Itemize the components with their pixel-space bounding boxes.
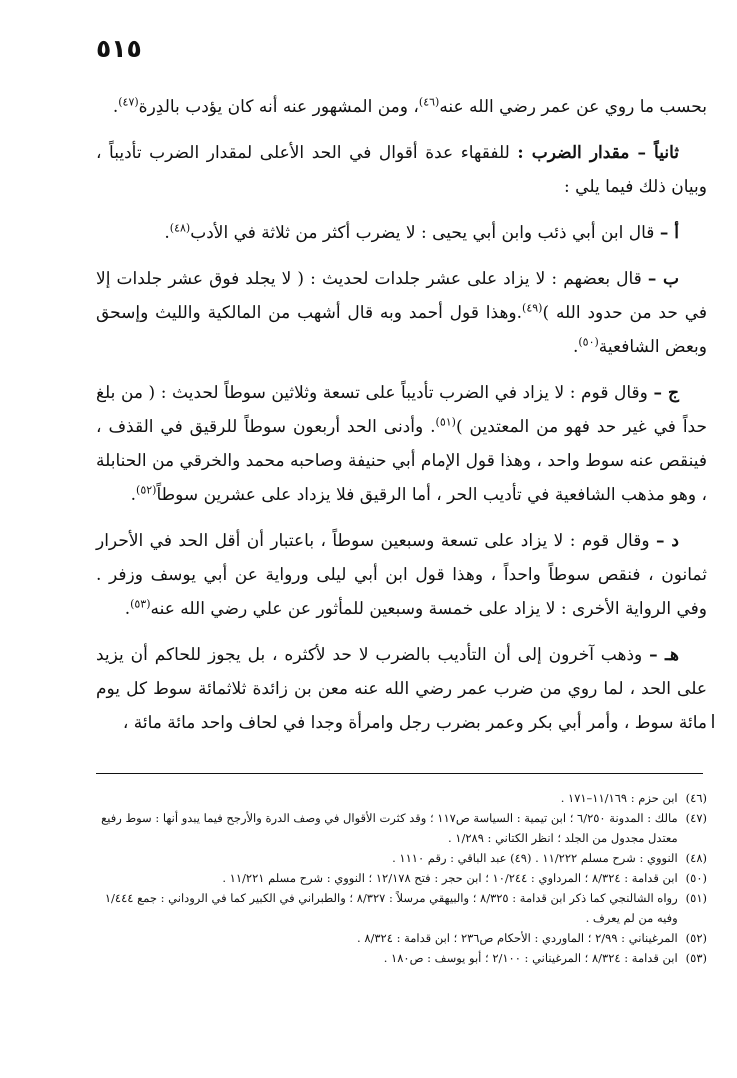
footnote-ref[interactable]: (٤٦) (418, 95, 440, 109)
section-heading: ثانياً – مقدار الضرب : (517, 143, 679, 163)
paragraph-text: بحسب ما روي عن عمر رضي الله عنه (439, 97, 707, 117)
paragraph-end: . (164, 223, 170, 243)
footnote-item (96, 888, 707, 928)
opinion-d (96, 524, 707, 626)
opinion-c (96, 376, 707, 512)
opinion-e (96, 638, 707, 740)
paragraph-end: . (572, 337, 579, 357)
footnotes (96, 788, 707, 968)
footnote-text: ابن قدامة : ٨/٣٢٤ ؛ المرغيناني : ٢/١٠٠ ؛ أبو يوسف : ص١٨٠ . (383, 951, 678, 965)
footnote-text: ابن قدامة : ٨/٣٢٤ ؛ المرداوي : ١٠/٢٤٤ ؛ ابن حجر : فتح ١٢/١٧٨ ؛ النووي : شرح مسلم ١١/٢٢١ . (222, 871, 678, 885)
footnote-ref[interactable]: (٥٠) (578, 335, 599, 349)
footnote-text: رواه الشالنجي كما ذكر ابن قدامة : ٨/٣٢٥ ؛ والبيهقي مرسلاً : ٨/٣٢٧ ؛ والطبراني في الكبير كما في الروداني : جمع ١/٤٤٤ وفيه من لم يعرف . (104, 891, 678, 925)
footnote-number: (٤٧) (685, 811, 707, 825)
paragraph-text: للفقهاء عدة أقوال في الحد الأعلى لمقدار الضرب تأديباً ، وبيان ذلك فيما يلي : (96, 143, 707, 197)
footnote-ref[interactable]: (٥٢) (136, 483, 157, 497)
opinion-a (96, 216, 707, 250)
paragraph-text: .وهذا قول أحمد وبه قال أشهب من المالكية والليث وإسحق وبعض الشافعية (96, 303, 707, 357)
footnote-number: (٤٨) (685, 851, 707, 865)
footnote-item (96, 808, 707, 848)
footnote-number: (٤٦) (685, 791, 707, 805)
footnote-divider (96, 773, 703, 774)
paragraph-intro (96, 90, 707, 124)
footnote-ref[interactable]: (٤٩) (522, 301, 543, 315)
footnote-number: (٥٣) (685, 951, 707, 965)
paragraph-text: قال ابن أبي ذئب وابن أبي يحيى : لا يضرب أكثر من ثلاثة في الأدب (190, 223, 655, 243)
footnote-ref[interactable]: (٥٣) (130, 597, 151, 611)
footnote-item (96, 928, 707, 948)
main-text (96, 90, 707, 752)
item-letter: ب – (647, 269, 680, 289)
paragraph-text: وقال قوم : لا يزاد على تسعة وسبعين سوطاً ، باعتبار أن أقل الحد في الأحرار ثمانون ، فنقص سوطاً واحداً ، وهذا قول ابن أبي ليلى ورواية عن أبي يوسف وزفر . وفي الرواية الأخرى : لا يزاد على خمسة وسبعين للمأثور عن علي رضي الله عنه (96, 531, 707, 619)
footnote-item (96, 788, 707, 808)
paragraph-text: وذهب آخرون إلى أن التأديب بالضرب لا حد لأكثره ، بل يجوز للحاكم أن يزيد على الحد ، لما روي من ضرب عمر رضي الله عنه معن بن زائدة ثلاثمائة سوط كل يوم مائة سوط ، وأمر أبي بكر وعمر بضرب رجل وامرأة وجدا في لحاف واحد مائة مائة ، (96, 645, 707, 733)
opinion-b (96, 262, 707, 364)
item-letter: أ – (659, 223, 679, 243)
footnote-item (96, 948, 707, 968)
item-letter: د – (656, 531, 680, 551)
footnote-ref[interactable]: (٤٧) (118, 95, 139, 109)
footnote-ref[interactable]: (٥١) (435, 415, 456, 429)
footnote-text: النووي : شرح مسلم ١١/٢٢٢ . (٤٩) عبد الباقي : رقم ١١١٠ . (392, 851, 678, 865)
footnote-text: المرغيناني : ٢/٩٩ ؛ الماوردي : الأحكام ص٢٣٦ ؛ ابن قدامة : ٨/٣٢٤ . (357, 931, 678, 945)
item-letter: ج – (653, 383, 679, 403)
footnote-text: ابن حزم : ١١/١٦٩–١٧١ . (560, 791, 678, 805)
page-number: ٥١٥ (96, 34, 142, 63)
paragraph-end: . (124, 599, 131, 619)
item-letter: هـ – (649, 645, 679, 665)
section-heading-paragraph (96, 136, 707, 204)
paragraph-end: . (112, 97, 119, 117)
paragraph-end: . (130, 485, 137, 505)
paragraph-text: ، ومن المشهور عنه أنه كان يؤدب بالدِرة (138, 97, 419, 117)
footnote-text: مالك : المدونة ٦/٢٥٠ ؛ ابن تيمية : السياسة ص١١٧ ؛ وقد كثرت الأقوال في وصف الدرة والأرجح فيما يبدو أنها : سوط رفيع معتدل مجدول من الجلد ؛ انظر الكتاني : ١/٢٨٩ . (101, 811, 678, 845)
paragraph-text: . وأدنى الحد أربعون سوطاً للرقيق في القذف ، فينقص عنه سوط واحد ، وهذا قول الإمام أبي حنيفة وصاحبه محمد والخرقي من الحنابلة ، وهو مذهب الشافعية في تأديب الحر ، أما الرقيق فلا يزداد على عشرين سوطاً (96, 417, 707, 505)
footnote-item (96, 848, 707, 868)
margin-mark (712, 714, 714, 728)
footnote-ref[interactable]: (٤٨) (169, 221, 191, 235)
footnote-item (96, 868, 707, 888)
paragraph-text: قال بعضهم : لا يزاد على عشر جلدات لحديث : ( لا يجلد فوق عشر جلدات إلا في حد من حدود الله ) (96, 269, 707, 323)
footnote-number: (٥٢) (685, 931, 707, 945)
paragraph-text: وقال قوم : لا يزاد في الضرب تأديباً على تسعة وثلاثين سوطاً لحديث : ( من بلغ حداً في غير حد فهو من المعتدين ) (96, 383, 707, 437)
footnote-number: (٥١) (685, 891, 707, 905)
footnote-number: (٥٠) (685, 871, 707, 885)
